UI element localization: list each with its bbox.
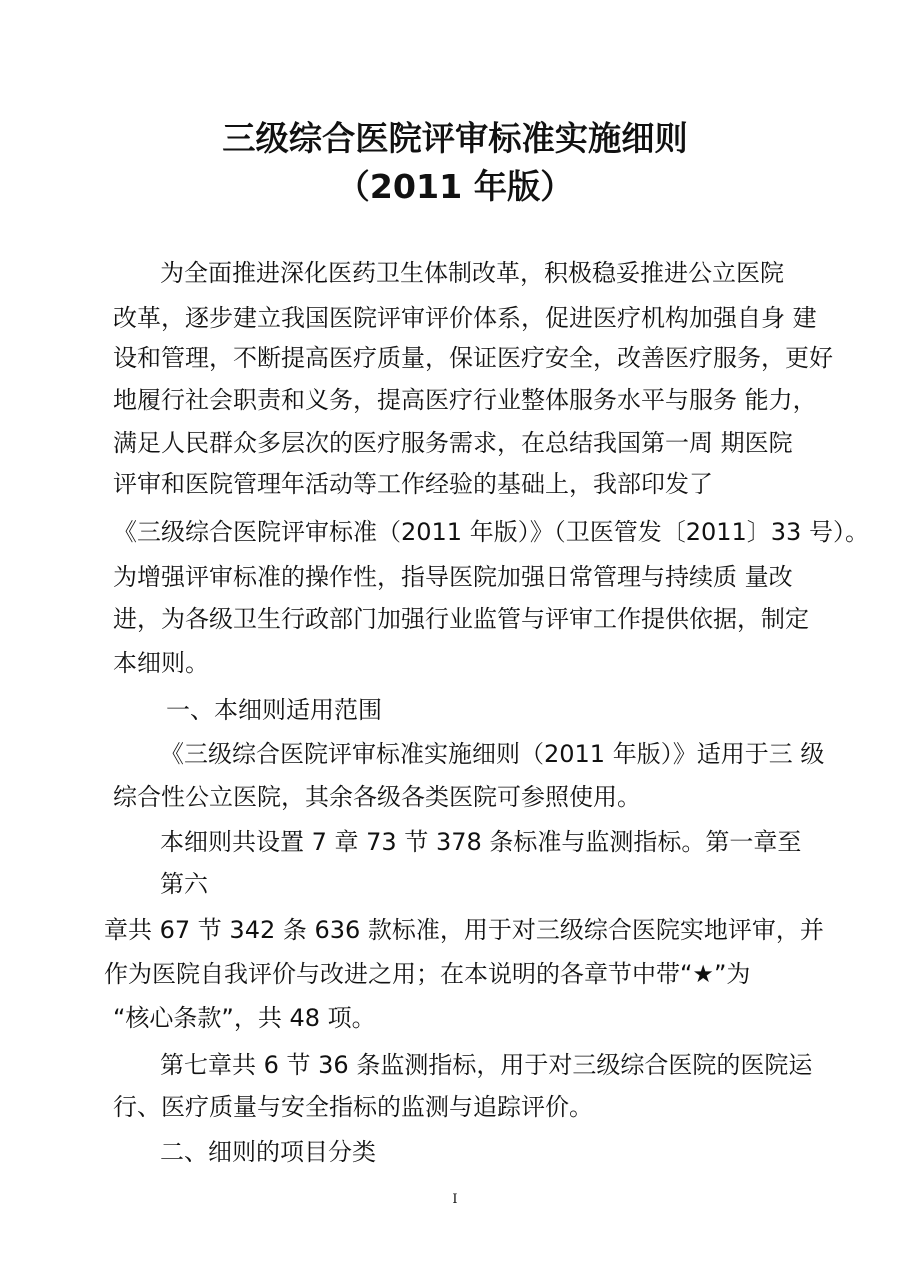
body-line-15: 第六 (160, 870, 208, 898)
body-line-6: 评审和医院管理年活动等工作经验的基础上，我部印发了 (113, 470, 713, 498)
body-line-2: 改革，逐步建立我国医院评审评价体系，促进医疗机构加强自身 建 (113, 304, 817, 332)
page-number: I (452, 1192, 458, 1207)
body-line-9: 进，为各级卫生行政部门加强行业监管与评审工作提供依据，制定 (113, 605, 809, 633)
body-line-3: 设和管理，不断提高医疗质量，保证医疗安全，改善医疗服务，更好 (113, 344, 833, 372)
body-line-13: 综合性公立医院，其余各级各类医院可参照使用。 (113, 783, 641, 811)
body-line-7: 《三级综合医院评审标准（2011 年版）》（卫医管发〔2011〕33 号）。 (113, 518, 869, 546)
body-line-14: 本细则共设置 7 章 73 节 378 条标准与监测指标。第一章至 (160, 828, 802, 856)
section-heading-1: 一、本细则适用范围 (166, 696, 382, 724)
body-line-18: “核心条款”，共 48 项。 (113, 1004, 376, 1032)
body-line-20: 行、医疗质量与安全指标的监测与追踪评价。 (113, 1093, 593, 1121)
section-heading-2: 二、细则的项目分类 (160, 1138, 376, 1166)
document-subtitle: （2011 年版） (336, 167, 574, 206)
body-line-12: 《三级综合医院评审标准实施细则（2011 年版）》适用于三 级 (160, 740, 825, 768)
document-title: 三级综合医院评审标准实施细则 (222, 119, 688, 158)
body-line-10: 本细则。 (113, 649, 209, 677)
body-line-19: 第七章共 6 节 36 条监测指标，用于对三级综合医院的医院运 (160, 1051, 813, 1079)
body-line-1: 为全面推进深化医药卫生体制改革，积极稳妥推进公立医院 (160, 259, 784, 287)
body-line-8: 为增强评审标准的操作性，指导医院加强日常管理与持续质 量改 (113, 563, 793, 591)
body-line-16: 章共 67 节 342 条 636 款标准，用于对三级综合医院实地评审，并 (104, 916, 824, 944)
body-line-5: 满足人民群众多层次的医疗服务需求，在总结我国第一周 期医院 (113, 429, 793, 457)
body-line-4: 地履行社会职责和义务，提高医疗行业整体服务水平与服务 能力， (113, 386, 817, 414)
body-line-17: 作为医院自我评价与改进之用；在本说明的各章节中带“★”为 (104, 960, 751, 988)
